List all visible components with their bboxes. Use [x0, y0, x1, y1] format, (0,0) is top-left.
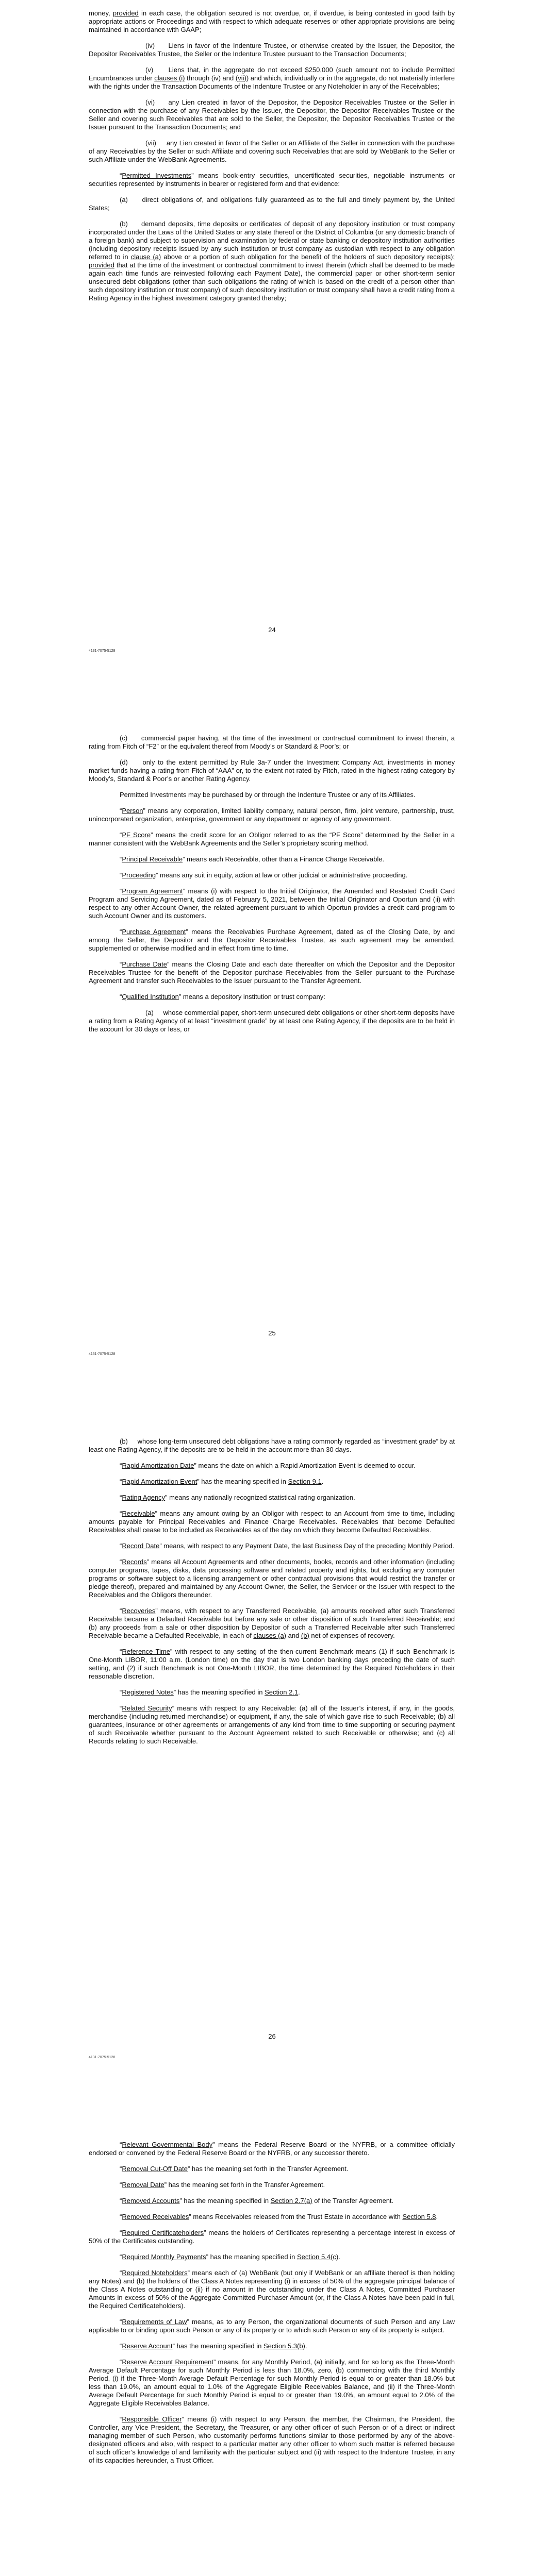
defined-term: Records — [122, 1558, 147, 1566]
defined-term: Person — [122, 807, 143, 815]
defined-term: Rating Agency — [122, 1494, 166, 1501]
paragraph-text: ” means all Account Agreements and other documents, books, records and other information (including computer programs, tapes, disks, data processing software and related property and rights, but excluding any computer programs or software subject to a licensing arrangement or other contractual provisions that would restrict the transfer or pledge thereof), prepared and maintained by any Account Owner, the Seller, the Servicer or the Issuer with respect to the Receivables and the Obligors thereunder. — [89, 1558, 455, 1599]
paragraph-text: of the Transfer Agreement. — [312, 2197, 394, 2205]
paragraph — [89, 2269, 455, 2310]
paragraph — [89, 831, 455, 848]
paragraph-text: ” means Receivables released from the Trust Estate in accordance with — [189, 2213, 403, 2221]
paragraph-text: “ — [120, 2253, 122, 2261]
defined-term: Rapid Amortization Date — [122, 1462, 194, 1469]
paragraph-text: money, — [89, 9, 113, 17]
defined-term: Requirements of Law — [122, 2318, 187, 2326]
paragraph-text: (d) only to the extent permitted by Rule 3a-7 under the Investment Company Act, investments in money market funds having a rating from Fitch of “AAA” or, to the extent not rated by Fitch, rated in the highest rating category by Moody’s, Standard & Poor’s or another Rating Agency. — [89, 758, 455, 783]
paragraph-text: (a) whose commercial paper, short-term unsecured debt obligations or other short-term deposits have a rating from a Rating Agency of at least “investment grade” by at least one Rating Agency, if the deposits are to be held in the account for 30 days or less, or — [89, 1009, 455, 1033]
paragraph-text: (vi) any Lien created in favor of the Depositor, the Depositor Receivables Trustee or the Seller in connection with the purchase of any Receivables by the Issuer, the Depositor, the Depositor Receivables Trustee or the Seller and covering such Receivables that are sold to the Seller, the Depositor, the Depositor Receivables Trustee or the Issuer pursuant to the Transaction Documents; and — [89, 98, 455, 131]
paragraph-text: “ — [120, 2181, 122, 2189]
defined-term: (vii) — [235, 74, 246, 82]
paragraph-text: “ — [120, 993, 122, 1001]
document-id: 4131-7075-5128 — [89, 1352, 116, 1356]
paragraph — [89, 1704, 455, 1745]
paragraph — [89, 758, 455, 783]
paragraph-text: ” means each Receivable, other than a Finance Charge Receivable. — [183, 855, 385, 863]
paragraph-text: in each case, the obligation secured is not overdue, or, if overdue, is being contested in good faith by appropriate actions or Proceedings and with respect to which adequate reserves or other appropriate provisions are being maintained in accordance with GAAP; — [89, 9, 455, 33]
paragraph-text: (c) commercial paper having, at the time of the investment or contractual commitment to invest therein, a rating from Fitch of “F2” or the equivalent thereof from Moody’s or Standard & Poor’s; or — [89, 734, 455, 750]
paragraph — [89, 2197, 455, 2205]
paragraph — [89, 2165, 455, 2173]
paragraph-text: “ — [120, 2358, 122, 2366]
paragraph-text: ” means, as to any Person, the organizational documents of such Person and any Law applicable to or binding upon such Person or any of its property or to which such Person or any of its property is subject. — [89, 2318, 455, 2334]
paragraph-text: ” with respect to any setting of the then-current Benchmark means (1) if such Benchmark is One-Month LIBOR, 11:00 a.m. (London time) on the day that is two London banking days preceding the date of such setting, and (2) if such Benchmark is not One-Month LIBOR, the time determined by the Required Noteholders in their reasonable discretion. — [89, 1648, 455, 1680]
defined-term: Required Certificateholders — [122, 2229, 204, 2236]
paragraph-text: ” means the date on which a Rapid Amortization Event is deemed to occur. — [194, 1462, 416, 1469]
paragraph-text: “ — [120, 831, 122, 839]
paragraph — [89, 2342, 455, 2350]
paragraph-text: . — [298, 1688, 300, 1696]
paragraph-text: ” has the meaning specified in — [206, 2253, 297, 2261]
paragraph-text: ” means the Federal Reserve Board or the NYFRB, or a committee officially endorsed or convened by the Federal Reserve Board or the NYFRB, or any successor thereto. — [89, 2141, 455, 2157]
paragraph-text: (b) demand deposits, time deposits or certificates of deposit of any depository institution or trust company incorporated under the Laws of the United States or any state thereof or the District of Columbia (or any domestic branch of a foreign bank) and subject to supervision and examination by federal or state banking or depository institution authorities (including depository receipts issued by any such institution or trust company as custodian with respect to any obligation referred to in — [89, 220, 455, 261]
paragraph — [89, 871, 455, 879]
paragraph-text: ” means, with respect to any Payment Date, the last Business Day of the preceding Monthly Period. — [159, 1542, 454, 1550]
paragraph — [89, 887, 455, 920]
defined-term: Program Agreement — [122, 887, 183, 895]
paragraph — [89, 2181, 455, 2189]
paragraph-text: “ — [120, 1648, 122, 1655]
defined-term: Reserve Account Requirement — [122, 2358, 213, 2366]
paragraph — [89, 1558, 455, 1599]
defined-term: provided — [89, 261, 114, 269]
paragraph-text: ” means any nationally recognized statistical rating organization. — [165, 1494, 355, 1501]
defined-term: Section 5.4(c) — [296, 2253, 339, 2261]
paragraph-text: ” has the meaning specified in — [173, 1688, 265, 1696]
paragraph — [89, 98, 455, 131]
defined-term: provided — [112, 9, 139, 17]
document-id: 4131-7075-5128 — [89, 649, 116, 653]
paragraph-text: “ — [120, 172, 122, 179]
page-number: 26 — [268, 2032, 276, 2040]
defined-term: Reference Time — [122, 1648, 171, 1655]
paragraph — [89, 2229, 455, 2245]
paragraph-text: “ — [120, 2141, 122, 2148]
defined-term: Section 2.1 — [265, 1688, 299, 1696]
paragraph-text: “ — [120, 1688, 122, 1696]
page-27 — [0, 2110, 544, 2576]
page-25 — [0, 703, 544, 1406]
paragraph-text: ” means each of (a) WebBank (but only if WebBank or an affiliate thereof is then holding any Notes) and (b) the holders of the Class A Notes representing (i) in excess of 50% of the aggregate principal balance of the Class A Notes outstanding or (ii) if no amount in the outstanding under the Class A Notes, Committed Purchaser Amounts in excess of 50% of the Aggregate Committed Purchaser Amount (or, if the Class A Notes have been paid in full, the Required Certificateholders). — [89, 2269, 455, 2310]
paragraph-text: “ — [120, 2269, 122, 2277]
paragraph-text: “ — [120, 1478, 122, 1485]
defined-term: clauses (a) — [253, 1632, 286, 1639]
defined-term: Principal Receivable — [122, 855, 183, 863]
paragraph-text: “ — [120, 2229, 122, 2236]
defined-term: Section 2.7(a) — [270, 2197, 312, 2205]
paragraph-text: “ — [120, 2197, 122, 2205]
paragraph-text: “ — [120, 1558, 122, 1566]
paragraph-text: ” means any corporation, limited liability company, natural person, firm, joint venture, partnership, trust, unincorporated organization, enterprise, government or any department or agency of any government. — [89, 807, 455, 823]
paragraph-text: “ — [120, 2165, 122, 2173]
page-body — [89, 9, 455, 310]
defined-term: PF Score — [122, 831, 151, 839]
paragraph-text: ” has the meaning set forth in the Transfer Agreement. — [187, 2165, 349, 2173]
paragraph — [89, 2318, 455, 2334]
defined-term: Related Security — [122, 1704, 172, 1712]
paragraph-text: ” means, with respect to any Transferred Receivable, (a) amounts received after such Transferred Receivable became a Defaulted Receivable but before any sale or other disposition of such Transferred Receivable; and (b) any proceeds from a sale or other disposition by Depositor of such a Transferred Receivable after such Transferred Receivable became a Defaulted Receivable, in each of — [89, 1607, 455, 1639]
paragraph-text: (a) direct obligations of, and obligations fully guaranteed as to the full and timely payment by, the United States; — [89, 196, 455, 212]
paragraph — [89, 196, 455, 212]
paragraph-text: “ — [120, 2415, 122, 2423]
paragraph-text: . — [305, 2342, 307, 2350]
paragraph-text: “ — [120, 2318, 122, 2326]
paragraph — [89, 2253, 455, 2261]
paragraph — [89, 172, 455, 188]
defined-term: Removed Accounts — [122, 2197, 180, 2205]
paragraph-text: ” means the holders of Certificates representing a percentage interest in excess of 50% of the Certificates outstanding. — [89, 2229, 455, 2245]
paragraph-text: “ — [120, 871, 122, 879]
paragraph — [89, 1542, 455, 1550]
defined-term: Permitted Investments — [122, 172, 192, 179]
page-26 — [0, 1406, 544, 2110]
defined-term: Required Monthly Payments — [122, 2253, 206, 2261]
paragraph — [89, 960, 455, 985]
paragraph — [89, 1510, 455, 1534]
paragraph — [89, 1009, 455, 1033]
paragraph — [89, 139, 455, 164]
paragraph-text: “ — [120, 887, 122, 895]
paragraph — [89, 220, 455, 302]
paragraph-text: ” means book-entry securities, uncertificated securities, negotiable instruments or securities represented by instruments in bearer or registered form and that evidence: — [89, 172, 455, 188]
paragraph-text: “ — [120, 1494, 122, 1501]
paragraph-text: (v) Liens that, in the aggregate do not exceed $250,000 (such amount not to include Permitted Encumbrances under — [89, 66, 455, 82]
defined-term: clause (a) — [130, 253, 161, 261]
paragraph — [89, 807, 455, 823]
paragraph — [89, 66, 455, 91]
defined-term: Proceeding — [122, 871, 156, 879]
paragraph-text: ” has the meaning set forth in the Transfer Agreement. — [164, 2181, 325, 2189]
page-24 — [0, 0, 544, 703]
defined-term: Recoveries — [122, 1607, 156, 1615]
paragraph-text: net of expenses of recovery. — [309, 1632, 395, 1639]
defined-term: Reserve Account — [122, 2342, 173, 2350]
defined-term: (b) — [301, 1632, 309, 1639]
paragraph-text: “ — [120, 807, 122, 815]
paragraph — [89, 2358, 455, 2408]
paragraph-text: ” has the meaning specified in — [197, 1478, 288, 1485]
paragraph-text: above or a portion of such obligation for the benefit of the holders of such depository receipts); — [161, 253, 455, 261]
paragraph-text: “ — [120, 1704, 122, 1712]
paragraph — [89, 2213, 455, 2221]
paragraph — [89, 855, 455, 863]
paragraph — [89, 791, 455, 799]
paragraph-text: “ — [120, 1510, 122, 1517]
paragraph — [89, 1494, 455, 1502]
paragraph-text: ” has the meaning specified in — [172, 2342, 263, 2350]
paragraph-text: ” means any suit in equity, action at law or other judicial or administrative proceeding. — [156, 871, 408, 879]
paragraph — [89, 1437, 455, 1454]
paragraph — [89, 1648, 455, 1681]
paragraph — [89, 42, 455, 58]
defined-term: Section 9.1 — [288, 1478, 322, 1485]
paragraph-text: ” means (i) with respect to any Person, the member, the Chairman, the President, the Controller, any Vice President, the Secretary, the Treasurer, or any other officer of such Person or of a direct or indirect managing member of such Person, who customarily performs functions similar to those performed by any of the above-designated officers and also, with respect to a particular matter any other officer to whom such matter is referred because of such officer’s knowledge of and familiarity with the particular subject and (ii) with respect to the Indenture Trustee, in any of its capacities hereunder, a Trust Officer. — [89, 2415, 455, 2464]
defined-term: Removed Receivables — [122, 2213, 189, 2221]
paragraph — [89, 2415, 455, 2465]
defined-term: Relevant Governmental Body — [122, 2141, 213, 2148]
paragraph-text: “ — [120, 1462, 122, 1469]
paragraph — [89, 928, 455, 953]
defined-term: Receivable — [122, 1510, 155, 1517]
paragraph-text: (iv) Liens in favor of the Indenture Trustee, or otherwise created by the Issuer, the Depositor, the Depositor Receivables Trustee, the Seller or the Indenture Trustee pursuant to the Transaction Documents; — [89, 42, 455, 58]
paragraph-text: ” has the meaning specified in — [179, 2197, 271, 2205]
paragraph-text: Permitted Investments may be purchased by or through the Indenture Trustee or any of its Affiliates. — [120, 791, 416, 799]
paragraph-text: . — [436, 2213, 438, 2221]
page-number: 25 — [268, 1329, 276, 1337]
paragraph — [89, 1462, 455, 1470]
defined-term: clauses (i) — [154, 74, 185, 82]
paragraph — [89, 1607, 455, 1640]
defined-term: Registered Notes — [122, 1688, 174, 1696]
page-body — [89, 734, 455, 1041]
defined-term: Removal Cut-Off Date — [122, 2165, 188, 2173]
paragraph-text: through (iv) and — [185, 74, 236, 82]
paragraph-text: ” means the Closing Date and each date thereafter on which the Depositor and the Depositor Receivables Trustee for the benefit of the Depositor purchase Receivables from the Seller pursuant to the Purchase Agreement and transfer such Receivables to the Issuer pursuant to the Transfer Agreement. — [89, 960, 455, 985]
paragraph-text: “ — [120, 1542, 122, 1550]
document-id: 4131-7075-5128 — [89, 2056, 116, 2059]
paragraph — [89, 2141, 455, 2157]
paragraph-text: “ — [120, 960, 122, 968]
paragraph-text: ” means the credit score for an Obligor referred to as the “PF Score” determined by the Seller in a manner consistent with the WebBank Agreements and the Seller’s proprietary scoring method. — [89, 831, 455, 847]
paragraph-text: “ — [120, 2342, 122, 2350]
page-body — [89, 1437, 455, 1753]
paragraph-text: ” means, for any Monthly Period, (a) initially, and for so long as the Three-Month Average Default Percentage for such Monthly Period is less than 18.0%, zero, (b) commencing with the third Monthly Period, (i) if the Three-Month Average Default Percentage for such Monthly Period is equal to or greater than 18.0% but less than 19.0%, an amount equal to 1.0% of the Aggregate Eligible Receivables Balance, and (ii) if the Three-Month Average Default Percentage for such Monthly Period is equal to or greater than 19.0%, an amount equal to 2.0% of the Aggregate Eligible Receivables Balance. — [89, 2358, 455, 2407]
paragraph-text: (vii) any Lien created in favor of the Seller or an Affiliate of the Seller in connection with the purchase of any Receivables by the Seller or such Affiliate and covering such Receivables that are sold by WebBank to the Seller or such Affiliate under the WebBank Agreements. — [89, 139, 455, 163]
paragraph-text: . — [321, 1478, 324, 1485]
paragraph-text: ” means (i) with respect to the Initial Originator, the Amended and Restated Credit Card Program and Servicing Agreement, dated as of February 5, 2021, between the Initial Originator and Oportun and (ii) with respect to any other Account Owner, the related agreement pursuant to which Oportun provides a credit card program to such Account Owner and its customers. — [89, 887, 455, 920]
paragraph — [89, 9, 455, 34]
paragraph-text: “ — [120, 855, 122, 863]
defined-term: Rapid Amortization Event — [122, 1478, 197, 1485]
defined-term: Responsible Officer — [122, 2415, 182, 2423]
paragraph-text: ” means the Receivables Purchase Agreement, dated as of the Closing Date, by and among the Seller, the Depositor and the Depositor Receivables Trustee, as such agreement may be amended, supplemented or otherwise modified and in effect from time to time. — [89, 928, 455, 952]
paragraph-text: . — [338, 2253, 340, 2261]
paragraph-text: ” means any amount owing by an Obligor with respect to an Account from time to time, including amounts payable for Principal Receivables and Finance Charge Receivables. Receivables that become Defaulted Receivables shall cease to be included as Receivables as of the day on which they become Defaulted Receivables. — [89, 1510, 455, 1534]
page-body — [89, 2141, 455, 2472]
page-number: 24 — [268, 626, 276, 634]
paragraph-text: (b) whose long-term unsecured debt obligations have a rating commonly regarded as “investment grade” by at least one Rating Agency, if the deposits are to be held in the account more than 30 days. — [89, 1437, 455, 1453]
paragraph — [89, 734, 455, 751]
defined-term: Purchase Agreement — [122, 928, 186, 936]
paragraph-text: “ — [120, 1607, 122, 1615]
defined-term: Record Date — [122, 1542, 160, 1550]
paragraph-text: ” means a depository institution or trust company: — [178, 993, 325, 1001]
paragraph-text: “ — [120, 2213, 122, 2221]
paragraph-text: and — [286, 1632, 301, 1639]
paragraph-text: ) and which, individually or in the aggregate, do not materially interfere with the rights under the Transaction Documents of the Indenture Trustee or any Noteholder in any of the Receivables; — [89, 74, 455, 90]
paragraph-text: ” means with respect to any Receivable: (a) all of the Issuer’s interest, if any, in the goods, merchandise (including returned merchandise) or equipment, if any, the sale of which gave rise to such Receivable; (b) all guarantees, insurance or other agreements or arrangements of any kind from time to time supporting or securing payment of such Receivable whether pursuant to the Account Agreement related to such Receivable or otherwise; and (c) all Records relating to such Receivable. — [89, 1704, 455, 1745]
defined-term: Qualified Institution — [122, 993, 179, 1001]
defined-term: Required Noteholders — [122, 2269, 188, 2277]
defined-term: Section 5.3(b) — [263, 2342, 305, 2350]
defined-term: Purchase Date — [122, 960, 167, 968]
paragraph-text: “ — [120, 928, 122, 936]
paragraph-text: that at the time of the investment or contractual commitment to invest therein (which shall be deemed to be made again each time funds are reinvested following each Payment Date), the commercial paper or other short-term senior unsecured debt obligations (other than such obligations the rating of which is based on the credit of a person other than such depository institution or trust company) of such depository institution or trust company shall have a credit rating from a Rating Agency in the highest investment category granted thereby; — [89, 261, 455, 302]
paragraph — [89, 1688, 455, 1697]
paragraph — [89, 993, 455, 1001]
defined-term: Removal Date — [122, 2181, 164, 2189]
defined-term: Section 5.8 — [402, 2213, 436, 2221]
paragraph — [89, 1478, 455, 1486]
